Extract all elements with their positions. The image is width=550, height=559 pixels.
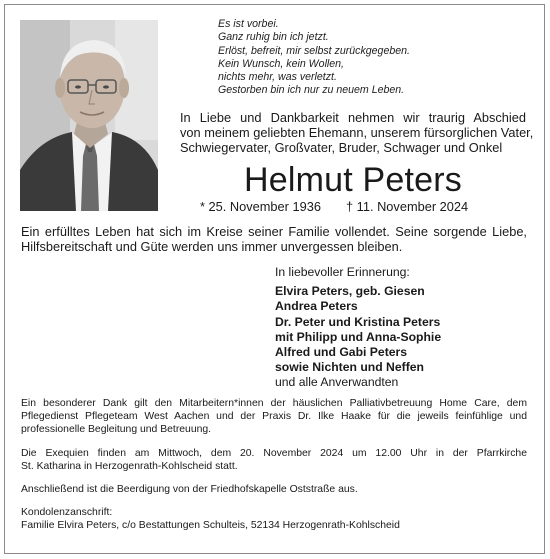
mourner-name: Alfred und Gabi Peters bbox=[275, 345, 408, 360]
poem-line: Es ist vorbei. bbox=[218, 18, 279, 30]
poem-line: nichts mehr, was verletzt. bbox=[218, 71, 337, 84]
thanks-line bbox=[21, 397, 527, 410]
mourner-name: Andrea Peters bbox=[275, 299, 358, 314]
mourner-name: mit Philipp und Anna-Sophie bbox=[275, 329, 442, 344]
thanks-line: Pflegedienst Pflegeteam West Aachen und der Praxis Dr. Ilke Haake für die jeweils feinfühlige und bbox=[21, 411, 527, 423]
thanks-line-text: Ein besonderer Dank gilt den Mitarbeitern*innen der häuslichen Palliativbetreuung Home Care, dem bbox=[21, 398, 527, 409]
mourner-name: Dr. Peter und Kristina Peters bbox=[275, 314, 441, 329]
portrait-photo bbox=[20, 20, 158, 211]
burial-line: Anschließend ist die Beerdigung von der Friedhofskapelle Oststraße aus. bbox=[21, 484, 358, 496]
mourner-name: Elvira Peters, geb. Giesen bbox=[275, 284, 425, 299]
farewell-intro bbox=[180, 110, 534, 156]
life-statement bbox=[21, 224, 527, 254]
burial-paragraph bbox=[21, 483, 527, 496]
closing-section bbox=[21, 397, 527, 543]
thanks-paragraph bbox=[21, 397, 527, 437]
exequien-paragraph bbox=[21, 447, 527, 473]
intro-line: In Liebe und Dankbarkeit nehmen wir traurig Abschied bbox=[180, 110, 526, 125]
poem-line: Gestorben bin ich nur zu neuem Leben. bbox=[218, 84, 405, 97]
intro-line: von meinem geliebten Ehemann, unserem fürsorglichen Vater, bbox=[180, 125, 534, 141]
death-date: † 11. November 2024 bbox=[346, 199, 469, 214]
life-line: Ein erfülltes Leben hat sich im Kreise seiner Familie vollendet. Seine sorgende Liebe, bbox=[21, 224, 527, 239]
mourners-footer: und alle Anverwandten bbox=[275, 375, 399, 390]
mourners-list bbox=[275, 265, 525, 391]
exequien-line: Die Exequien finden am Mittwoch, dem 20. November 2024 um 12.00 Uhr in der Pfarrkirche bbox=[21, 447, 527, 459]
mourners-heading: In liebevoller Erinnerung: bbox=[275, 265, 410, 279]
exequien-line: St. Katharina in Herzogenrath-Kohlscheid statt. bbox=[21, 460, 238, 472]
deceased-name: Helmut Peters bbox=[243, 161, 462, 199]
portrait-illustration bbox=[20, 20, 158, 211]
intro-line: Schwiegervater, Großvater, Bruder, Schwager und Onkel bbox=[180, 140, 503, 156]
birth-date: * 25. November 1936 bbox=[200, 199, 321, 214]
address-line: Familie Elvira Peters, c/o Bestattungen Schulteis, 52134 Herzogenrath-Kohlscheid bbox=[21, 520, 400, 532]
poem bbox=[218, 18, 518, 98]
address-label: Kondolenzanschrift: bbox=[21, 507, 113, 519]
thanks-line: professionelle Begleitung und Betreuung. bbox=[21, 424, 212, 436]
poem-line: Ganz ruhig bin ich jetzt. bbox=[218, 31, 329, 44]
address-paragraph bbox=[21, 506, 527, 532]
life-line: Hilfsbereitschaft und Güte werden uns immer unvergessen bleiben. bbox=[21, 239, 403, 255]
mourner-name: sowie Nichten und Neffen bbox=[275, 360, 424, 375]
poem-line: Erlöst, befreit, mir selbst zurückgegeben. bbox=[218, 44, 410, 57]
poem-line: Kein Wunsch, kein Wollen, bbox=[218, 57, 345, 70]
